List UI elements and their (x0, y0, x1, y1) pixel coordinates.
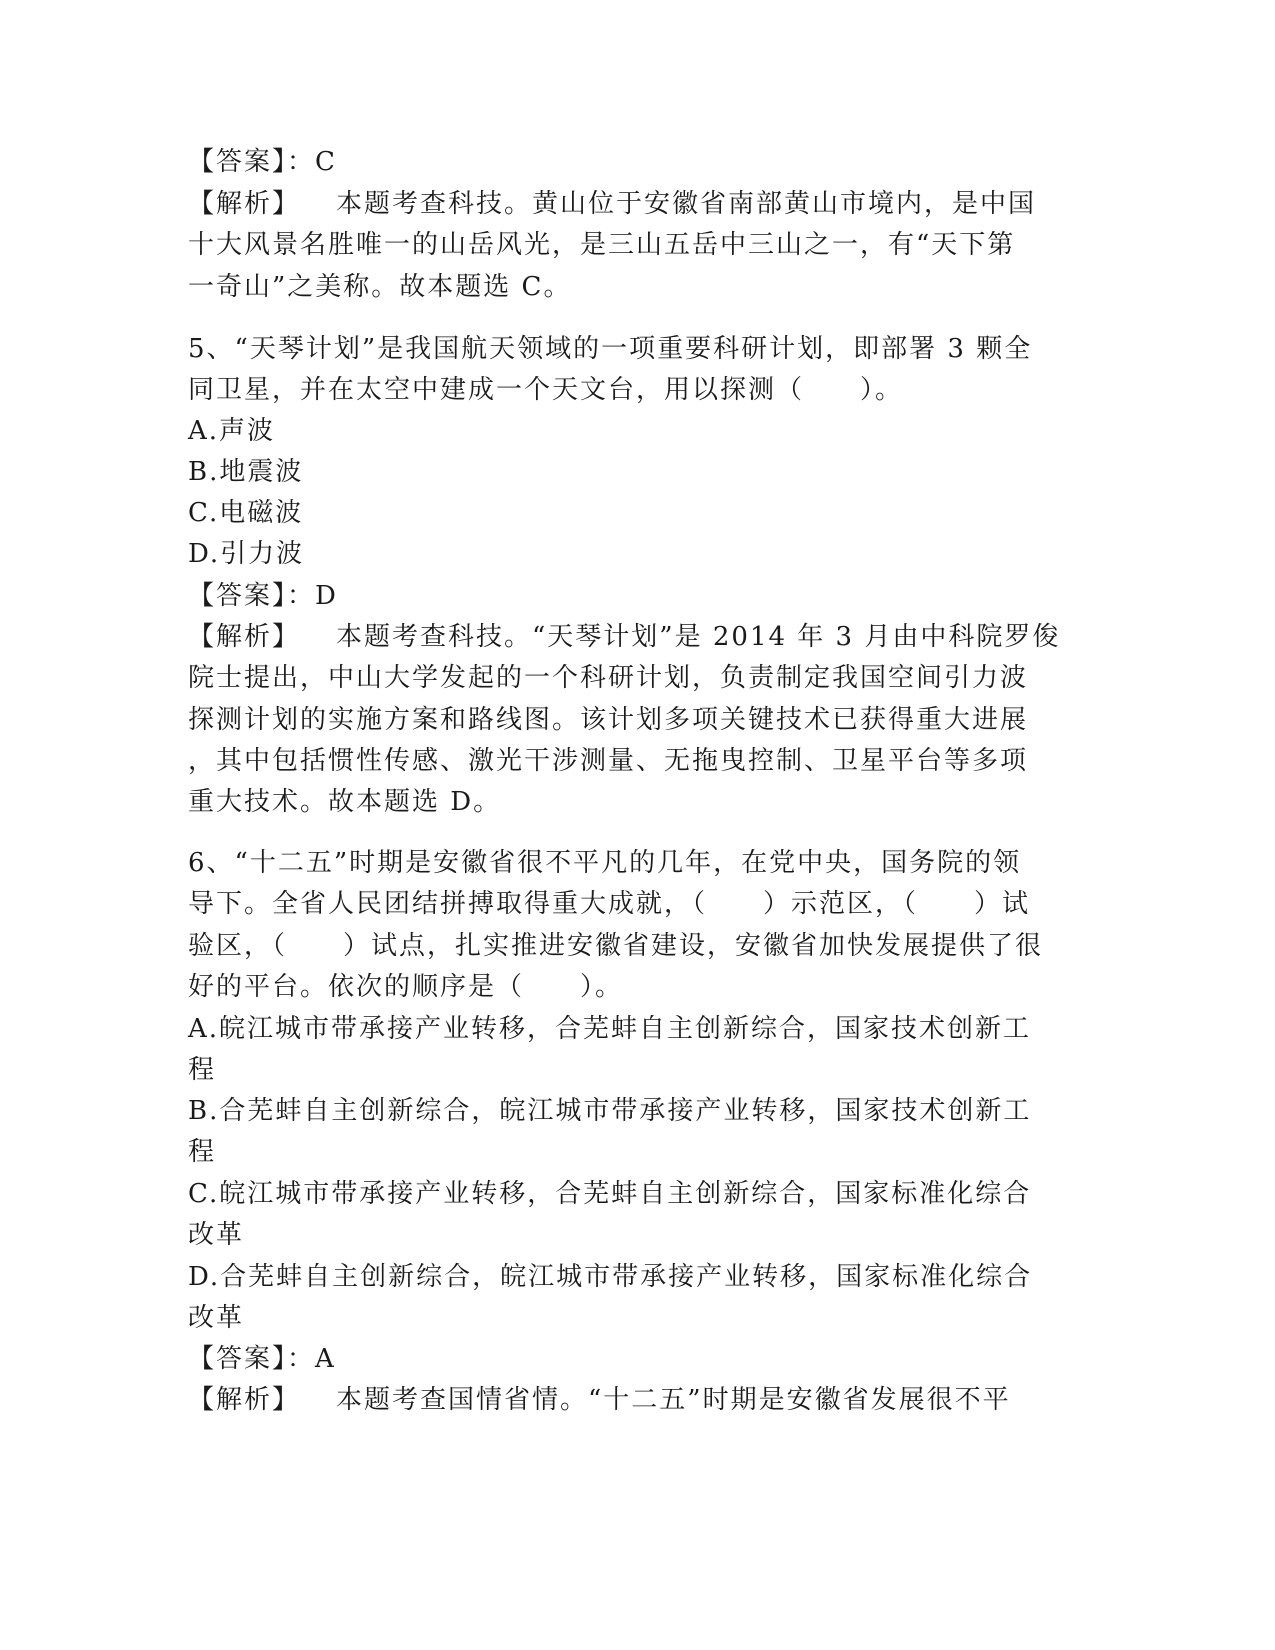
q4-analysis-line-1 (188, 183, 1088, 225)
q4-answer-value: C (315, 147, 337, 177)
q5-option-d: D.引力波 (188, 539, 305, 569)
q4-analysis-line-2: 十大风景名胜唯一的山岳风光，是三山五岳中三山之一，有“天下第 (188, 230, 1016, 260)
q6-option-b-line-2: 程 (188, 1137, 217, 1167)
q6-answer-line (188, 1338, 1088, 1380)
q5-analysis-text-1: 本题考查科技。“天琴计划”是 2014 年 3 月由中科院罗俊 (336, 622, 1061, 652)
q5-analysis-line-4: ，其中包括惯性传感、激光干涉测量、无拖曳控制、卫星平台等多项 (188, 746, 1029, 776)
q6-option-d-line-1: D.合芜蚌自主创新综合，皖江城市带承接产业转移，国家标准化综合 (188, 1262, 1033, 1292)
q6-option-c-line-1: C.皖江城市带承接产业转移，合芜蚌自主创新综合，国家标准化综合 (188, 1179, 1032, 1209)
q5-option-b: B.地震波 (188, 457, 304, 487)
q4-answer-line (188, 141, 1088, 183)
q6-option-a-line-1: A.皖江城市带承接产业转移，合芜蚌自主创新综合，国家技术创新工 (188, 1014, 1032, 1044)
q5-analysis-line-3: 探测计划的实施方案和路线图。该计划多项关键技术已获得重大进展 (188, 705, 1029, 735)
q5-analysis-line-1 (188, 616, 1088, 658)
q6-option-c-line-2: 改革 (188, 1220, 245, 1250)
q6-option-b-line-1: B.合芜蚌自主创新综合，皖江城市带承接产业转移，国家技术创新工 (188, 1096, 1032, 1126)
q5-option-c: C.电磁波 (188, 498, 304, 528)
q6-analysis-line-1 (188, 1379, 1088, 1421)
q5-answer-label: 【答案】： (188, 581, 316, 611)
q6-analysis-text-1: 本题考查国情省情。“十二五”时期是安徽省发展很不平 (336, 1385, 1011, 1415)
q5-analysis-label: 【解析】 (188, 622, 301, 652)
q4-analysis-line-3: 一奇山”之美称。故本题选 C。 (188, 272, 572, 302)
q6-stem-line-2: 导下。全省人民团结拼搏取得重大成就，（ ）示范区，（ ）试 (188, 889, 1031, 919)
q6-answer-label: 【答案】： (188, 1344, 316, 1374)
q6-option-d-line-2: 改革 (188, 1303, 245, 1333)
q6-option-a-line-2: 程 (188, 1055, 217, 1085)
q6-analysis-label: 【解析】 (188, 1385, 301, 1415)
q6-stem-line-1: 6、“十二五”时期是安徽省很不平凡的几年，在党中央，国务院的领 (188, 848, 1022, 878)
q6-answer-value: A (315, 1344, 336, 1374)
q5-analysis-line-2: 院士提出，中山大学发起的一个科研计划，负责制定我国空间引力波 (188, 663, 1029, 693)
q5-stem-line-1: 5、“天琴计划”是我国航天领域的一项重要科研计划，即部署 3 颗全 (188, 334, 1033, 364)
q5-answer-line (188, 575, 1088, 617)
q5-answer-value: D (315, 581, 338, 611)
q4-analysis-label: 【解析】 (188, 189, 301, 219)
q5-analysis-line-5: 重大技术。故本题选 D。 (188, 787, 502, 817)
q5-stem-line-2: 同卫星，并在太空中建成一个天文台，用以探测（ ）。 (188, 375, 904, 405)
q4-answer-label: 【答案】： (188, 147, 316, 177)
q4-analysis-text-1: 本题考查科技。黄山位于安徽省南部黄山市境内，是中国 (336, 189, 1037, 219)
q5-option-a: A.声波 (188, 416, 276, 446)
q6-stem-line-3: 验区，（ ）试点，扎实推进安徽省建设，安徽省加快发展提供了很 (188, 931, 1044, 961)
q6-stem-line-4: 好的平台。依次的顺序是（ ）。 (188, 972, 624, 1002)
